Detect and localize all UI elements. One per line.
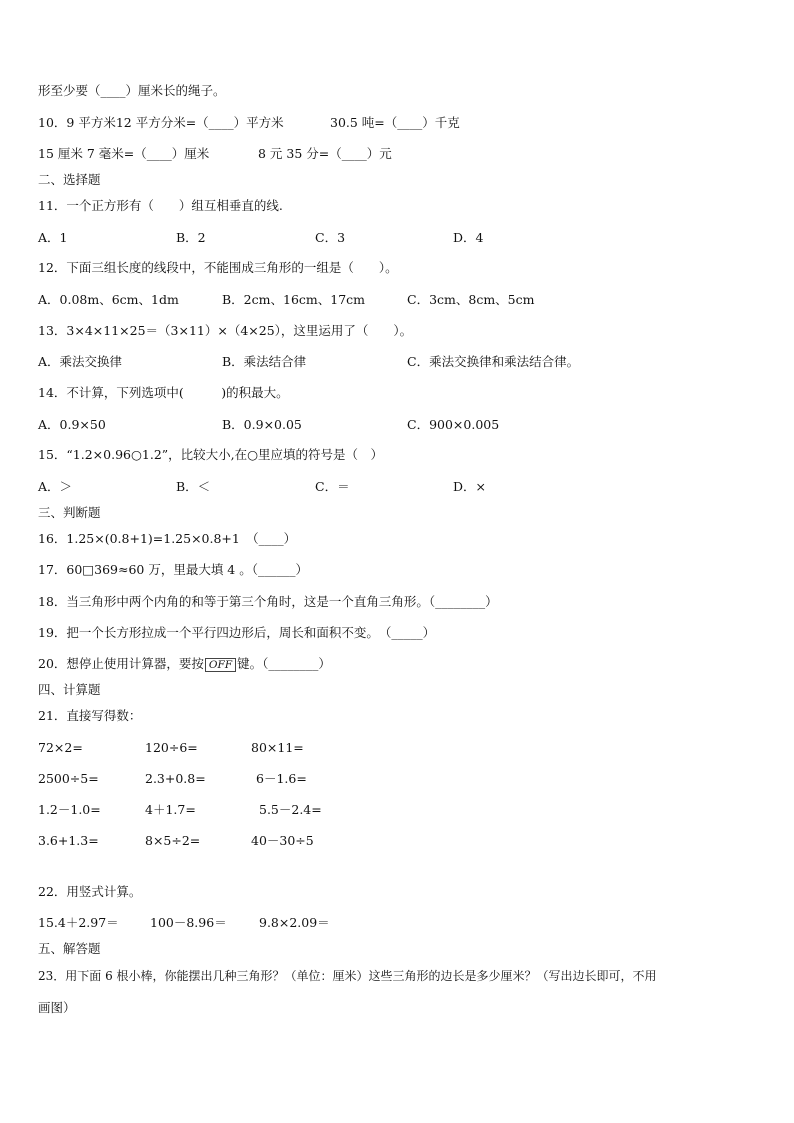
q23-stem: 23．用下面 6 根小棒，你能摆出几种三角形？（单位：厘米）这些三角形的边长是多少厘米？（写出边长即可，不用 [38,969,657,983]
q14-stem: 14．不计算，下列选项中( )的积最大。 [38,385,289,400]
calc-item: 3.6+1.3= [38,833,99,848]
q11-option-b: B．2 [176,230,206,245]
q11-stem: 11．一个正方形有（ ）组互相垂直的线. [38,198,283,213]
q22-stem: 22．用竖式计算。 [38,884,142,899]
calc-item: 1.2－1.0= [38,802,101,817]
q15-stem: 15．“1.2×0.96○1.2”，比较大小,在○里应填的符号是（ ） [38,447,384,462]
calc-item: 6－1.6= [256,771,307,786]
q15-option-d: D．× [453,479,486,494]
q12-option-b: B．2cm、16cm、17cm [222,292,366,307]
q18-statement: 18．当三角形中两个内角的和等于第三个角时，这是一个直角三角形。（________） [38,594,498,609]
q13-option-a: A．乘法交换律 [38,354,123,369]
q10-part-b: 30.5 吨=（____）千克 [330,115,460,130]
q12-option-a: A．0.08m、6cm、1dm [38,292,179,307]
calc-item: 72×2= [38,740,83,755]
vertical-calc-item: 15.4＋2.97＝ [38,915,119,930]
q20-statement [38,656,331,672]
q13-stem: 13．3×4×11×25＝（3×11）×（4×25），这里运用了（ ）。 [38,323,413,338]
q23-stem-continued: 画图） [38,1000,76,1015]
q19-statement: 19．把一个长方形拉成一个平行四边形后，周长和面积不变。 （_____） [38,625,436,640]
q15-option-c: C．＝ [315,479,350,494]
calc-item: 8×5÷2= [145,833,201,848]
calc-item: 80×11= [251,740,304,755]
calc-item: 120÷6= [145,740,198,755]
q20-text-after: 键。（________） [237,656,331,671]
q14-option-b: B．0.9×0.05 [222,417,302,432]
q20-text-before: 20．想停止使用计算器，要按 [38,656,204,671]
q11-option-c: C．3 [315,230,346,245]
section-choice-heading: 二、选择题 [38,172,101,187]
calc-item: 5.5－2.4= [259,802,322,817]
calc-item: 2500÷5= [38,771,99,786]
section-judge-heading: 三、判断题 [38,505,101,520]
q10-part-d: 8 元 35 分=（____）元 [258,146,392,161]
vertical-calc-item: 100－8.96＝ [150,915,227,930]
q10-part-c: 15 厘米 7 毫米=（____）厘米 [38,146,210,161]
q10-part-a: 10．9 平方米12 平方分米=（____）平方米 [38,115,284,130]
q11-option-a: A．1 [38,230,68,245]
section-calc-heading: 四、计算题 [38,682,101,697]
q13-option-c: C．乘法交换律和乘法结合律。 [407,354,580,369]
q14-option-c: C．900×0.005 [407,417,500,432]
q12-option-c: C．3cm、8cm、5cm [407,292,535,307]
q13-option-b: B．乘法结合律 [222,354,307,369]
q21-stem: 21．直接写得数： [38,708,142,723]
section-solve-heading: 五、解答题 [38,941,101,956]
q9-continuation: 形至少要（____）厘米长的绳子。 [38,83,226,98]
q14-option-a: A．0.9×50 [38,417,106,432]
q15-option-a: A．＞ [38,479,73,494]
calc-item: 4＋1.7= [145,802,196,817]
q16-statement: 16．1.25×(0.8+1)=1.25×0.8+1 （____） [38,531,297,546]
q12-stem: 12．下面三组长度的线段中，不能围成三角形的一组是（ ）。 [38,260,398,275]
q17-statement: 17．60□369≈60 万，里最大填 4 。（______） [38,562,308,577]
q11-option-d: D．4 [453,230,484,245]
calc-item: 40－30÷5 [251,833,314,848]
calc-item: 2.3+0.8= [145,771,206,786]
off-key-icon: OFF [205,658,236,672]
q15-option-b: B．＜ [176,479,211,494]
vertical-calc-item: 9.8×2.09＝ [259,915,330,930]
